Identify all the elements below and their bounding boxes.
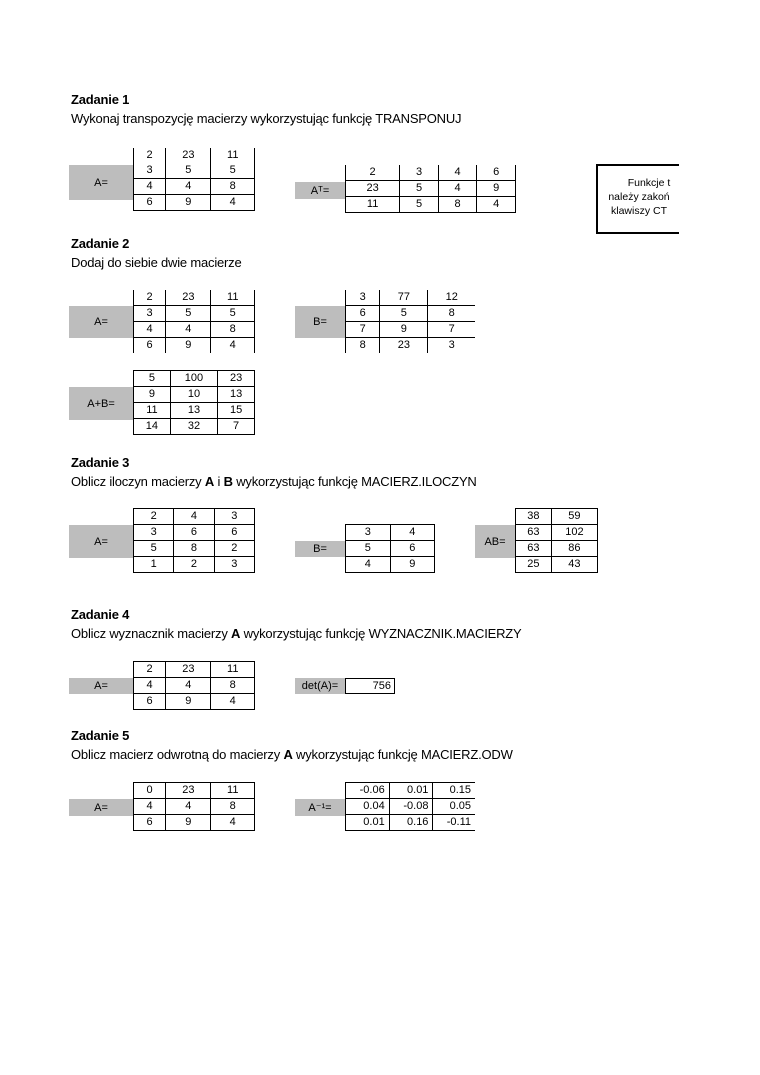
matrix-cell: 11 [211,783,255,799]
matrix-cell: 3 [134,306,166,322]
matrix-row [346,322,476,338]
matrix-b [345,290,475,353]
task3-description: Oblicz iloczyn macierzy A i B wykorzystując funkcję MACIERZ.ILOCZYN [71,474,477,489]
task4-description: Oblicz wyznacznik macierzy A wykorzystując funkcję WYZNACZNIK.MACIERZY [71,626,522,641]
matrix-cell: 9 [380,322,428,338]
matrix-cell: 6 [174,525,214,541]
matrix-cell: 77 [380,290,428,306]
task2-title: Zadanie 2 [71,236,130,251]
matrix-cell: 6 [346,306,380,322]
matrix-cell: 11 [211,148,255,163]
matrix-row [134,799,255,815]
matrix-cell: 5 [211,163,255,179]
matrix-row [134,783,255,799]
matrix-cell: 4 [211,338,255,354]
matrix-cell: 7 [346,322,380,338]
matrix-cell: 2 [134,290,166,306]
matrix-cell: 23 [166,148,211,163]
matrix-row [134,195,255,211]
matrix-cell: 6 [134,815,166,831]
matrix-cell: 8 [211,678,255,694]
matrix-cell: 0.05 [433,799,475,815]
matrix-cell: -0.06 [346,783,390,799]
matrix-cell: 0.15 [433,783,475,799]
matrix-cell: 4 [390,525,435,541]
matrix-cell: 4 [211,195,255,211]
note-line-3: klawiszy CT [610,205,667,217]
matrix-a-label: A= [69,525,133,558]
matrix-cell: 59 [551,509,597,525]
matrix-row [134,419,255,435]
matrix-cell: 9 [166,195,211,211]
matrix-cell: 4 [346,557,391,573]
matrix-cell: 3 [134,525,174,541]
matrix-row [516,509,598,525]
matrix-cell: 4 [174,509,214,525]
matrix-cell: 4 [166,678,211,694]
task5-title: Zadanie 5 [71,728,130,743]
matrix-cell: 102 [551,525,597,541]
matrix-cell: 5 [346,541,391,557]
matrix-row [134,525,255,541]
matrix-at [345,165,516,213]
matrix-cell: 5 [166,163,211,179]
matrix-cell: 6 [134,338,166,354]
matrix-cell: 8 [211,322,255,338]
matrix-row [134,322,255,338]
matrix-row [134,371,255,387]
matrix-cell: 9 [134,387,171,403]
matrix-row [134,541,255,557]
matrix-row [346,783,476,799]
matrix-a-label: A= [69,165,133,200]
matrix-cell: 10 [170,387,217,403]
matrix-row [134,662,255,678]
task2-description: Dodaj do siebie dwie macierze [71,255,242,270]
matrix-row [134,694,255,710]
matrix-cell: 6 [477,165,516,181]
matrix-cell: 4 [166,179,211,195]
matrix-cell: 3 [214,557,254,573]
matrix-cell: 9 [166,694,211,710]
matrix-cell: 13 [170,403,217,419]
task3-title: Zadanie 3 [71,455,130,470]
matrix-row [346,541,435,557]
matrix-cell: 6 [134,195,166,211]
matrix-cell: 0.01 [389,783,433,799]
matrix-a-label: A= [69,678,133,694]
matrix-cell: 4 [211,815,255,831]
matrix-cell: 2 [134,148,166,163]
matrix-row [134,306,255,322]
matrix-inverse [345,782,475,831]
matrix-row [134,815,255,831]
matrix-cell: 32 [170,419,217,435]
matrix-cell: 4 [134,799,166,815]
matrix-cell: 2 [174,557,214,573]
task5-description: Oblicz macierz odwrotną do macierzy A wykorzystując funkcję MACIERZ.ODW [71,747,513,762]
matrix-cell: 43 [551,557,597,573]
matrix-a [133,508,255,573]
matrix-row [134,557,255,573]
matrix-row [346,338,476,354]
matrix-cell: 3 [346,525,391,541]
matrix-cell: 1 [134,557,174,573]
matrix-cell: 14 [134,419,171,435]
matrix-cell: 11 [211,662,255,678]
matrix-cell: 13 [218,387,255,403]
matrix-a [133,290,255,353]
matrix-row [516,541,598,557]
matrix-row [516,557,598,573]
matrix-product-label: AB= [475,525,515,558]
matrix-cell: 0.16 [389,815,433,831]
matrix-cell: 7 [428,322,475,338]
matrix-a [133,782,255,831]
det-value: 756 [345,678,395,694]
matrix-cell: 3 [346,290,380,306]
matrix-cell: -0.08 [389,799,433,815]
matrix-cell: 8 [211,179,255,195]
matrix-cell: 9 [390,557,435,573]
matrix-a [133,148,255,211]
matrix-cell: 8 [211,799,255,815]
matrix-cell: 9 [477,181,516,197]
matrix-cell: 6 [134,694,166,710]
matrix-cell: 23 [218,371,255,387]
matrix-cell: 6 [214,525,254,541]
note-line-1: Funkcje t [627,177,671,189]
matrix-at-label: Aᵀ= [295,182,345,199]
matrix-cell: 8 [428,306,475,322]
matrix-cell: 4 [134,322,166,338]
matrix-cell: 2 [214,541,254,557]
matrix-cell: 11 [346,197,400,213]
matrix-cell: 5 [134,371,171,387]
matrix-row [516,525,598,541]
matrix-cell: 5 [134,541,174,557]
matrix-cell: 9 [166,815,211,831]
matrix-row [346,165,516,181]
matrix-cell: 23 [166,783,211,799]
matrix-cell: 8 [174,541,214,557]
matrix-cell: 4 [166,799,211,815]
matrix-cell: 38 [516,509,552,525]
matrix-inverse-label: A⁻¹= [295,799,345,816]
matrix-cell: 0.04 [346,799,390,815]
task1-description: Wykonaj transpozycję macierzy wykorzystując funkcję TRANSPONUJ [71,111,462,126]
matrix-cell: 5 [380,306,428,322]
matrix-cell: 23 [380,338,428,354]
matrix-product [515,508,598,573]
matrix-cell: 4 [477,197,516,213]
matrix-row [134,163,255,179]
matrix-row [346,557,435,573]
note-box [596,164,682,234]
matrix-row [346,197,516,213]
det-label: det(A)= [295,678,345,694]
matrix-cell: 11 [134,403,171,419]
matrix-cell: 100 [170,371,217,387]
matrix-row [134,403,255,419]
matrix-b-label: B= [295,306,345,338]
matrix-cell: 8 [346,338,380,354]
matrix-cell: 15 [218,403,255,419]
matrix-cell: 4 [438,181,477,197]
matrix-cell: 23 [166,290,211,306]
matrix-cell: 25 [516,557,552,573]
matrix-cell: 2 [346,165,400,181]
matrix-cell: 23 [166,662,211,678]
matrix-row [134,148,255,163]
matrix-cell: 11 [211,290,255,306]
matrix-row [134,387,255,403]
matrix-row [346,525,435,541]
matrix-cell: 63 [516,541,552,557]
matrix-cell: 6 [390,541,435,557]
matrix-cell: 5 [166,306,211,322]
matrix-cell: 7 [218,419,255,435]
matrix-cell: 63 [516,525,552,541]
matrix-cell: 2 [134,509,174,525]
matrix-row [134,179,255,195]
note-line-2: należy zakoń [608,191,670,203]
matrix-sum-label: A+B= [69,387,133,420]
matrix-cell: 5 [400,181,439,197]
matrix-row [134,509,255,525]
matrix-cell: 4 [438,165,477,181]
matrix-a [133,661,255,710]
matrix-sum [133,370,255,435]
matrix-cell: 5 [400,197,439,213]
matrix-b [345,524,435,573]
matrix-row [134,678,255,694]
matrix-cell: 4 [211,694,255,710]
matrix-row [346,181,516,197]
matrix-row [346,815,476,831]
matrix-row [346,290,476,306]
matrix-cell: 3 [400,165,439,181]
matrix-a-label: A= [69,306,133,338]
matrix-cell: 3 [214,509,254,525]
matrix-b-label: B= [295,541,345,557]
task1-title: Zadanie 1 [71,92,130,107]
matrix-cell: 23 [346,181,400,197]
matrix-cell: 2 [134,662,166,678]
matrix-cell: 0 [134,783,166,799]
task4-title: Zadanie 4 [71,607,130,622]
matrix-cell: 12 [428,290,475,306]
matrix-cell: 86 [551,541,597,557]
matrix-cell: 9 [166,338,211,354]
matrix-cell: 4 [134,678,166,694]
matrix-row [134,338,255,354]
matrix-row [346,306,476,322]
matrix-cell: 4 [134,179,166,195]
matrix-cell: -0.11 [433,815,475,831]
matrix-cell: 5 [211,306,255,322]
matrix-cell: 4 [166,322,211,338]
matrix-cell: 8 [438,197,477,213]
matrix-row [346,799,476,815]
matrix-row [134,290,255,306]
matrix-cell: 3 [134,163,166,179]
matrix-a-label: A= [69,799,133,816]
matrix-cell: 3 [428,338,475,354]
matrix-cell: 0.01 [346,815,390,831]
